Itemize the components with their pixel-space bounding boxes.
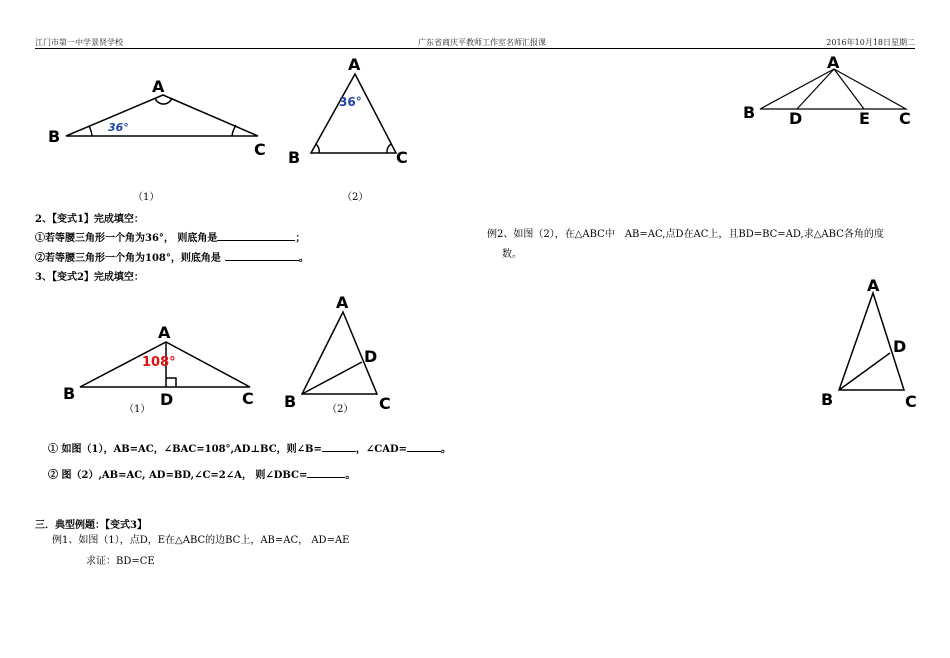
section2-q2-text: ②若等腰三角形一个角为108°，则底角是 — [35, 253, 221, 264]
fig4-label-b: B — [284, 392, 297, 411]
fig1-label-b: B — [48, 127, 61, 146]
fig1-caption: （1） — [133, 192, 160, 203]
fig5-label-c: C — [899, 109, 911, 128]
section2-title: 2、【变式1】完成填空： — [35, 214, 144, 225]
header-left: 江门市第一中学景贤学校 — [35, 38, 123, 47]
fig4-label-c: C — [379, 394, 391, 413]
section2-q1-text: ①若等腰三角形一个角为36°， 则底角是 — [35, 233, 218, 244]
fig2-angle: 36° — [339, 95, 362, 109]
fig6-label-c: C — [905, 392, 917, 411]
section3-q1-end: 。 — [441, 444, 452, 455]
fig3-label-b: B — [63, 384, 76, 403]
header-right: 2016年10月18日星期二 — [826, 38, 915, 47]
examples-title: 三．典型例题：【变式3】 — [35, 520, 147, 531]
section3-q2-end: 。 — [345, 470, 356, 481]
fig3-label-d: D — [160, 390, 174, 409]
fig5-label-a: A — [827, 53, 840, 72]
fig2-label-c: C — [396, 148, 408, 167]
fig3-label-a: A — [158, 323, 171, 342]
header-center: 广东省商庆平教师工作室名师汇报课 — [418, 38, 546, 47]
section3-q2-text: ② 图（2）,AB=AC, AD=BD,∠C=2∠A， 则∠DBC= — [48, 470, 308, 481]
fig5-label-b: B — [743, 103, 756, 122]
fig5-label-d: D — [789, 109, 803, 128]
fig3-caption: （1） — [124, 404, 151, 415]
fig6-label-d: D — [893, 337, 907, 356]
example2-line1: 例2、如图（2），在△ABC中 AB=AC,点D在AC上，且BD=BC=AD,求△ABC各角的度 — [487, 229, 884, 240]
fig4-label-d: D — [364, 347, 378, 366]
fig4-label-a: A — [336, 293, 349, 312]
fig2-caption: （2） — [342, 192, 369, 203]
fig2-label-b: B — [288, 148, 301, 167]
fig6-label-a: A — [867, 276, 880, 295]
fig3-label-c: C — [242, 389, 254, 408]
fig2-label-a: A — [348, 55, 361, 74]
section3-q1-text-b: ，∠CAD= — [355, 444, 408, 455]
example2-line2: 数。 — [502, 249, 522, 260]
example1-line1: 例1、如图（1），点D，E在△ABC的边BC上，AB=AC， AD=AE — [52, 535, 350, 546]
fig4-caption: （2） — [327, 404, 354, 415]
section3-title: 3、【变式2】完成填空： — [35, 272, 144, 283]
fig3-angle: 108° — [142, 355, 176, 370]
section3-q1-text-a: ① 如图（1），AB=AC，∠BAC=108°,AD⊥BC，则∠B= — [48, 444, 322, 455]
fig1-label-a: A — [152, 77, 165, 96]
example1-line2: 求证：BD=CE — [86, 556, 155, 567]
section2-q2-end: 。 — [298, 253, 309, 264]
fig5-label-e: E — [859, 109, 870, 128]
section2-q1-end: ； — [295, 233, 306, 244]
fig1-label-c: C — [254, 140, 266, 159]
fig6-label-b: B — [821, 390, 834, 409]
fig1-angle: 36° — [108, 121, 129, 134]
